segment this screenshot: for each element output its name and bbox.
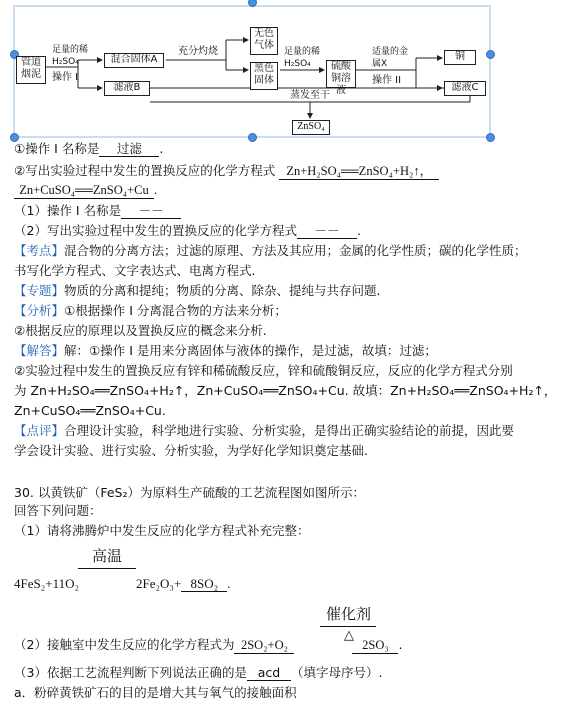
line-q1	[14, 202, 181, 219]
answer2-prefix: ②写出实验过程中发生的置换反应的化学方程式	[14, 163, 276, 178]
label-op1: 操作 I	[52, 72, 79, 83]
tag-jieda: 【解答】	[14, 343, 65, 358]
jieda-text-3: 为 Zn+H₂SO₄══ZnSO₄+H₂↑，Zn+CuSO₄══ZnSO₄+Cu. 故填：Zn+H₂SO₄══ZnSO₄+H₂↑，	[14, 383, 557, 398]
q30-3-answer: acd	[247, 665, 291, 681]
jieda-text-2: ②实验过程中发生的置换反应有锌和稀硫酸反应，锌和硫酸铜反应，反应的化学方程式分别	[14, 363, 513, 378]
q1-blank: －－	[121, 203, 181, 219]
zhuanti-text: 物质的分离和提纯；物质的分离、除杂、提纯与共存问题.	[64, 283, 381, 298]
eq1-left: 4FeS₂+11O₂	[14, 576, 80, 591]
question-30-title: 30. 以黄铁矿（FeS₂）为原料生产硫酸的工艺流程图如图所示：	[14, 485, 365, 500]
tag-fenxi: 【分析】	[14, 303, 65, 318]
label-reagent2: 足量的稀H₂SO₄	[284, 47, 321, 69]
selection-handle-bottom-right[interactable]	[486, 133, 495, 142]
line-zhuanti	[14, 282, 381, 299]
label-reagent1: 足量的稀H₂SO₄	[52, 45, 89, 67]
box-filtrate-b: 滤液B	[104, 81, 150, 96]
answer2-eq1: Zn+H₂SO₄══ZnSO₄+H₂↑，	[279, 164, 439, 180]
label-burn: 充分灼烧	[178, 46, 218, 57]
question-30-1: （1）请将沸腾炉中发生反应的化学方程式补充完整：	[14, 523, 310, 538]
box-black-solid: 黑色固体	[250, 62, 278, 90]
eq1-right: 2Fe₂O₃+	[136, 576, 182, 591]
line-answer1: ①操作 I 名称是 过滤 .	[14, 141, 164, 156]
tag-dianping: 【点评】	[14, 423, 65, 438]
answer2-eq2: Zn+CuSO₄══ZnSO₄+Cu	[14, 183, 154, 199]
fenxi-text: ①根据操作 I 分离混合物的方法来分析；	[64, 303, 287, 318]
selection-handle-bottom[interactable]	[248, 133, 257, 142]
option-a: a．粉碎黄铁矿石的目的是增大其与氧气的接触面积	[14, 685, 297, 700]
box-raw-material: 管道烟泥	[16, 56, 46, 84]
flowchart	[0, 0, 583, 140]
box-cuso4-solution: 硫酸铜溶液	[326, 60, 356, 88]
dianping-text-2: 学会设计实验、进行实验、分析实验，为学好化学知识奠定基础.	[14, 443, 368, 458]
eq2-answer-right: 2SO₃	[352, 638, 398, 654]
q30-3-tail: （填字母序号）.	[290, 665, 383, 680]
tag-zhuanti: 【专题】	[14, 283, 65, 298]
line-dianping	[14, 422, 514, 439]
selection-handle-right[interactable]	[486, 50, 495, 59]
box-mixed-solid-a: 混合固体A	[104, 53, 164, 68]
kaodian-text-2: 书写化学方程式、文字表达式、电离方程式.	[14, 263, 256, 278]
flowchart-arrows	[0, 0, 583, 140]
answer1-prefix: ①操作 I 名称是	[14, 141, 100, 156]
line-jieda	[14, 342, 437, 359]
q1-text: （1）操作 I 名称是	[14, 203, 122, 218]
eq1-answer: 8SO₂	[181, 576, 227, 592]
eq2-answer-left: 2SO₂+O₂	[234, 638, 294, 654]
eq2-condition-heat: △	[344, 628, 354, 643]
jieda-text: 解：①操作 I 是用来分离固体与液体的操作，是过滤，故填：过滤；	[64, 343, 437, 358]
eq2-condition-catalyst: 催化剂	[326, 605, 372, 623]
answer1-value: 过滤	[99, 141, 159, 157]
jieda-text-4: Zn+CuSO₄══ZnSO₄+Cu.	[14, 403, 166, 418]
q2-text: （2）写出实验过程中发生的置换反应的化学方程式	[14, 223, 297, 238]
eq1-right-line: 2Fe₂O₃+ 8SO₂ .	[136, 576, 231, 591]
fenxi-text-2: ②根据反应的原理以及置换反应的概念来分析.	[14, 323, 267, 338]
label-op2: 操作 II	[372, 75, 402, 86]
box-filtrate-c: 滤液C	[444, 81, 486, 96]
line-answer2	[14, 162, 439, 180]
label-evaporate: 蒸发至干	[290, 90, 330, 101]
eq1-arrow-top	[78, 568, 136, 569]
line-q2: （2）写出实验过程中发生的置换反应的化学方程式 －－ .	[14, 223, 361, 238]
tag-kaodian: 【考点】	[14, 243, 65, 258]
dianping-text: 合理设计实验，科学地进行实验、分析实验，是得出正确实验结论的前提，因此要	[64, 423, 515, 438]
eq1-condition: 高温	[92, 547, 123, 565]
box-znso4: ZnSO₄	[292, 120, 330, 135]
line-kaodian	[14, 242, 527, 259]
q30-3-text: （3）依据工艺流程判断下列说法正确的是	[14, 665, 247, 680]
q30-2-text: （2）接触室中发生反应的化学方程式为	[14, 637, 235, 652]
q2-blank: －－	[297, 223, 357, 239]
line-q30-2: （2）接触室中发生反应的化学方程式为 2SO₂+O₂ 2SO₃ .	[14, 637, 403, 652]
line-answer2-eq2: Zn+CuSO₄══ZnSO₄+Cu .	[14, 182, 157, 199]
kaodian-text: 混合物的分离方法；过滤的原理、方法及其应用；金属的化学性质；碳的化学性质；	[64, 243, 527, 258]
box-copper: 铜	[444, 50, 476, 65]
label-metal-x: 适量的金属X	[372, 47, 409, 69]
answer-prompt: 回答下列问题：	[14, 503, 102, 518]
line-q30-3	[14, 664, 382, 681]
box-colorless-gas: 无色气体	[250, 27, 278, 55]
line-fenxi	[14, 302, 287, 319]
